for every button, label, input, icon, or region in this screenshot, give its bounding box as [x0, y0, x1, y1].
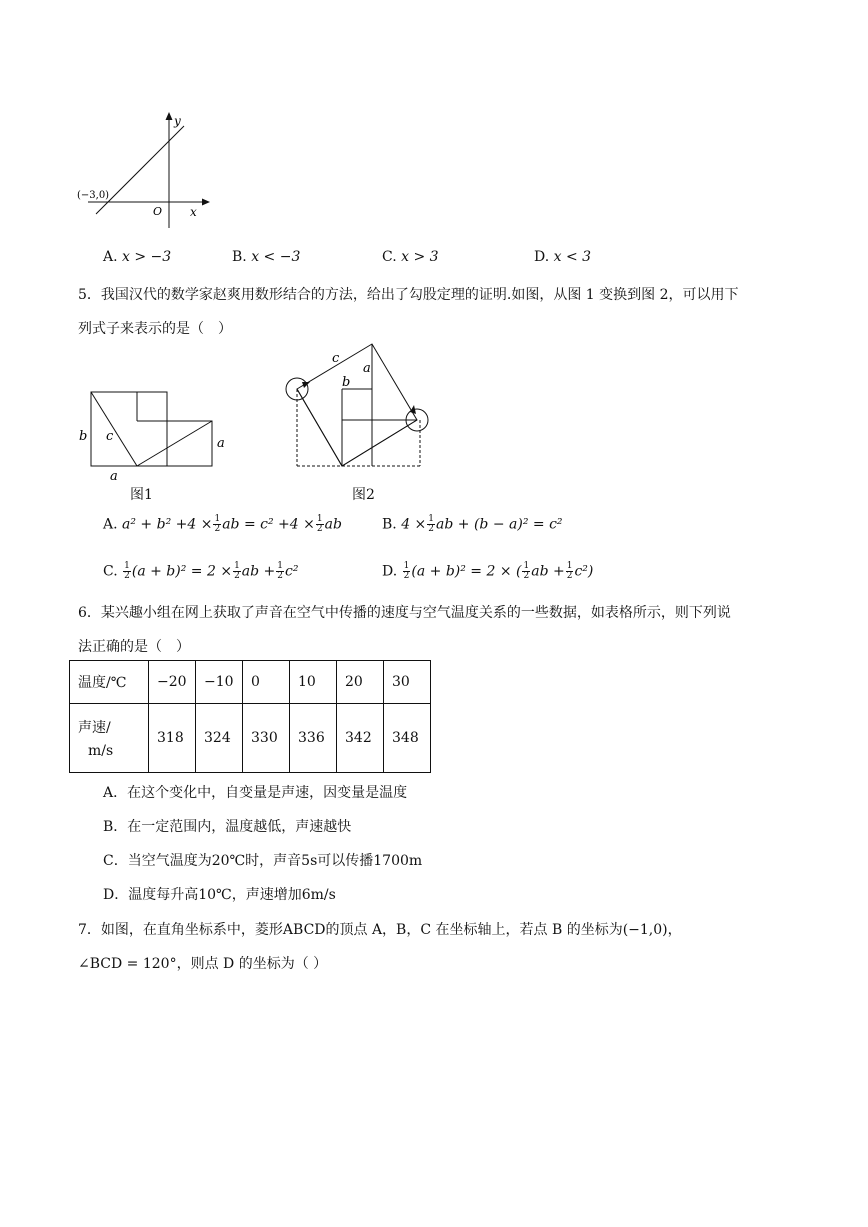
table-cell: 0: [243, 661, 290, 704]
point-label: (−3,0): [77, 190, 110, 201]
q4-option-d[interactable]: [534, 249, 591, 265]
fig1-caption: 图1: [130, 487, 153, 503]
option-expr: x < −3: [251, 249, 301, 265]
sound-speed-table: [69, 660, 431, 773]
table-cell: 330: [243, 704, 290, 773]
table-cell: 348: [384, 704, 431, 773]
table-cell: −10: [196, 661, 243, 704]
q5-line-1: 5．我国汉代的数学家赵爽用数形结合的方法，给出了勾股定理的证明.如图，从图 1 变换到图 2，可以用下: [78, 287, 739, 303]
option-letter: D.: [534, 249, 550, 265]
table-cell: 336: [290, 704, 337, 773]
fig2-label-c: c: [332, 351, 340, 366]
y-axis-arrow: [166, 112, 173, 120]
fig1-label-a-bottom: a: [110, 469, 118, 484]
table-row: [70, 704, 431, 773]
origin-label: O: [153, 205, 163, 218]
q6-line-1: 6．某兴趣小组在网上获取了声音在空气中传播的速度与空气温度关系的一些数据，如表格所示，则下列说: [78, 605, 731, 621]
q4-option-a[interactable]: [103, 249, 171, 265]
q5-option-a[interactable]: A. a² + b² +4 × $\frac{1}{2}$ ab = c² +4 × $\frac{1}{2}$ ab: [103, 514, 342, 534]
temp-header: 温度/℃: [70, 661, 149, 704]
function-line: [96, 126, 184, 214]
option-expr: x < 3: [553, 249, 592, 265]
q6-option-a[interactable]: A．在这个变化中，自变量是声速，因变量是温度: [103, 785, 408, 801]
q5-option-d[interactable]: D. $\frac{1}{2}$ (a + b)² = 2 × ( $\frac{1}{2}$ ab + $\frac{1}{2}$ c²): [382, 561, 594, 581]
fraction-half: $\frac{1}{2}$: [124, 561, 130, 581]
option-letter: B.: [232, 249, 247, 265]
x-axis-label: x: [190, 205, 197, 219]
fig1-label-b: b: [79, 429, 88, 444]
option-expr: x > 3: [401, 249, 439, 265]
table-row: [70, 661, 431, 704]
x-axis-arrow: [202, 199, 210, 206]
figure-2: [280, 338, 440, 473]
fraction-half: $\frac{1}{2}$: [277, 561, 284, 581]
q4-option-c[interactable]: [382, 249, 439, 265]
fraction-half: $\frac{1}{2}$: [234, 561, 240, 581]
q6-option-c[interactable]: C．当空气温度为20℃时，声音5s可以传播1700m: [103, 853, 423, 869]
option-letter: C.: [382, 249, 397, 265]
table-cell: 30: [384, 661, 431, 704]
q5-option-b[interactable]: B. 4 × $\frac{1}{2}$ ab + (b − a)² = c²: [382, 514, 563, 534]
fraction-half: $\frac{1}{2}$: [316, 514, 323, 534]
table-cell: 20: [337, 661, 384, 704]
q6-line-2: 法正确的是（ ）: [78, 639, 190, 655]
fig2-label-b: b: [342, 375, 351, 390]
fig1-label-c: c: [106, 429, 114, 444]
q5-option-c[interactable]: C. $\frac{1}{2}$ (a + b)² = 2 × $\frac{1}{2}$ ab + $\frac{1}{2}$ c²: [103, 561, 299, 581]
fraction-half: $\frac{1}{2}$: [214, 514, 221, 534]
q7-line-2: ∠BCD = 120°，则点 D 的坐标为（ ）: [78, 956, 328, 972]
fraction-half: $\frac{1}{2}$: [428, 514, 435, 534]
q6-option-b[interactable]: B．在一定范围内，温度越低，声速越快: [103, 819, 352, 835]
y-axis-label: y: [174, 114, 181, 128]
fraction-half: $\frac{1}{2}$: [566, 561, 573, 581]
option-letter: A.: [103, 249, 118, 265]
q7-line-1: 7．如图，在直角坐标系中，菱形ABCD的顶点 A，B，C 在坐标轴上，若点 B 的坐标为(−1,0)，: [78, 922, 682, 938]
table-cell: 324: [196, 704, 243, 773]
table-cell: 10: [290, 661, 337, 704]
table-cell: −20: [149, 661, 196, 704]
figure-1: [76, 384, 236, 484]
speed-header: 声速/ m/s: [70, 704, 149, 773]
table-cell: 342: [337, 704, 384, 773]
option-expr: x > −3: [122, 249, 172, 265]
q6-option-d[interactable]: D．温度每升高10℃，声速增加6m/s: [103, 887, 336, 903]
q5-line-2: 列式子来表示的是（ ）: [78, 321, 232, 337]
fig2-label-a: a: [363, 361, 371, 376]
linear-function-graph: [74, 112, 214, 237]
q4-option-b[interactable]: [232, 249, 300, 265]
fig2-caption: 图2: [352, 487, 375, 503]
table-cell: 318: [149, 704, 196, 773]
fig1-label-a-right: a: [217, 436, 225, 451]
fraction-half: $\frac{1}{2}$: [523, 561, 530, 581]
fraction-half: $\frac{1}{2}$: [403, 561, 410, 581]
